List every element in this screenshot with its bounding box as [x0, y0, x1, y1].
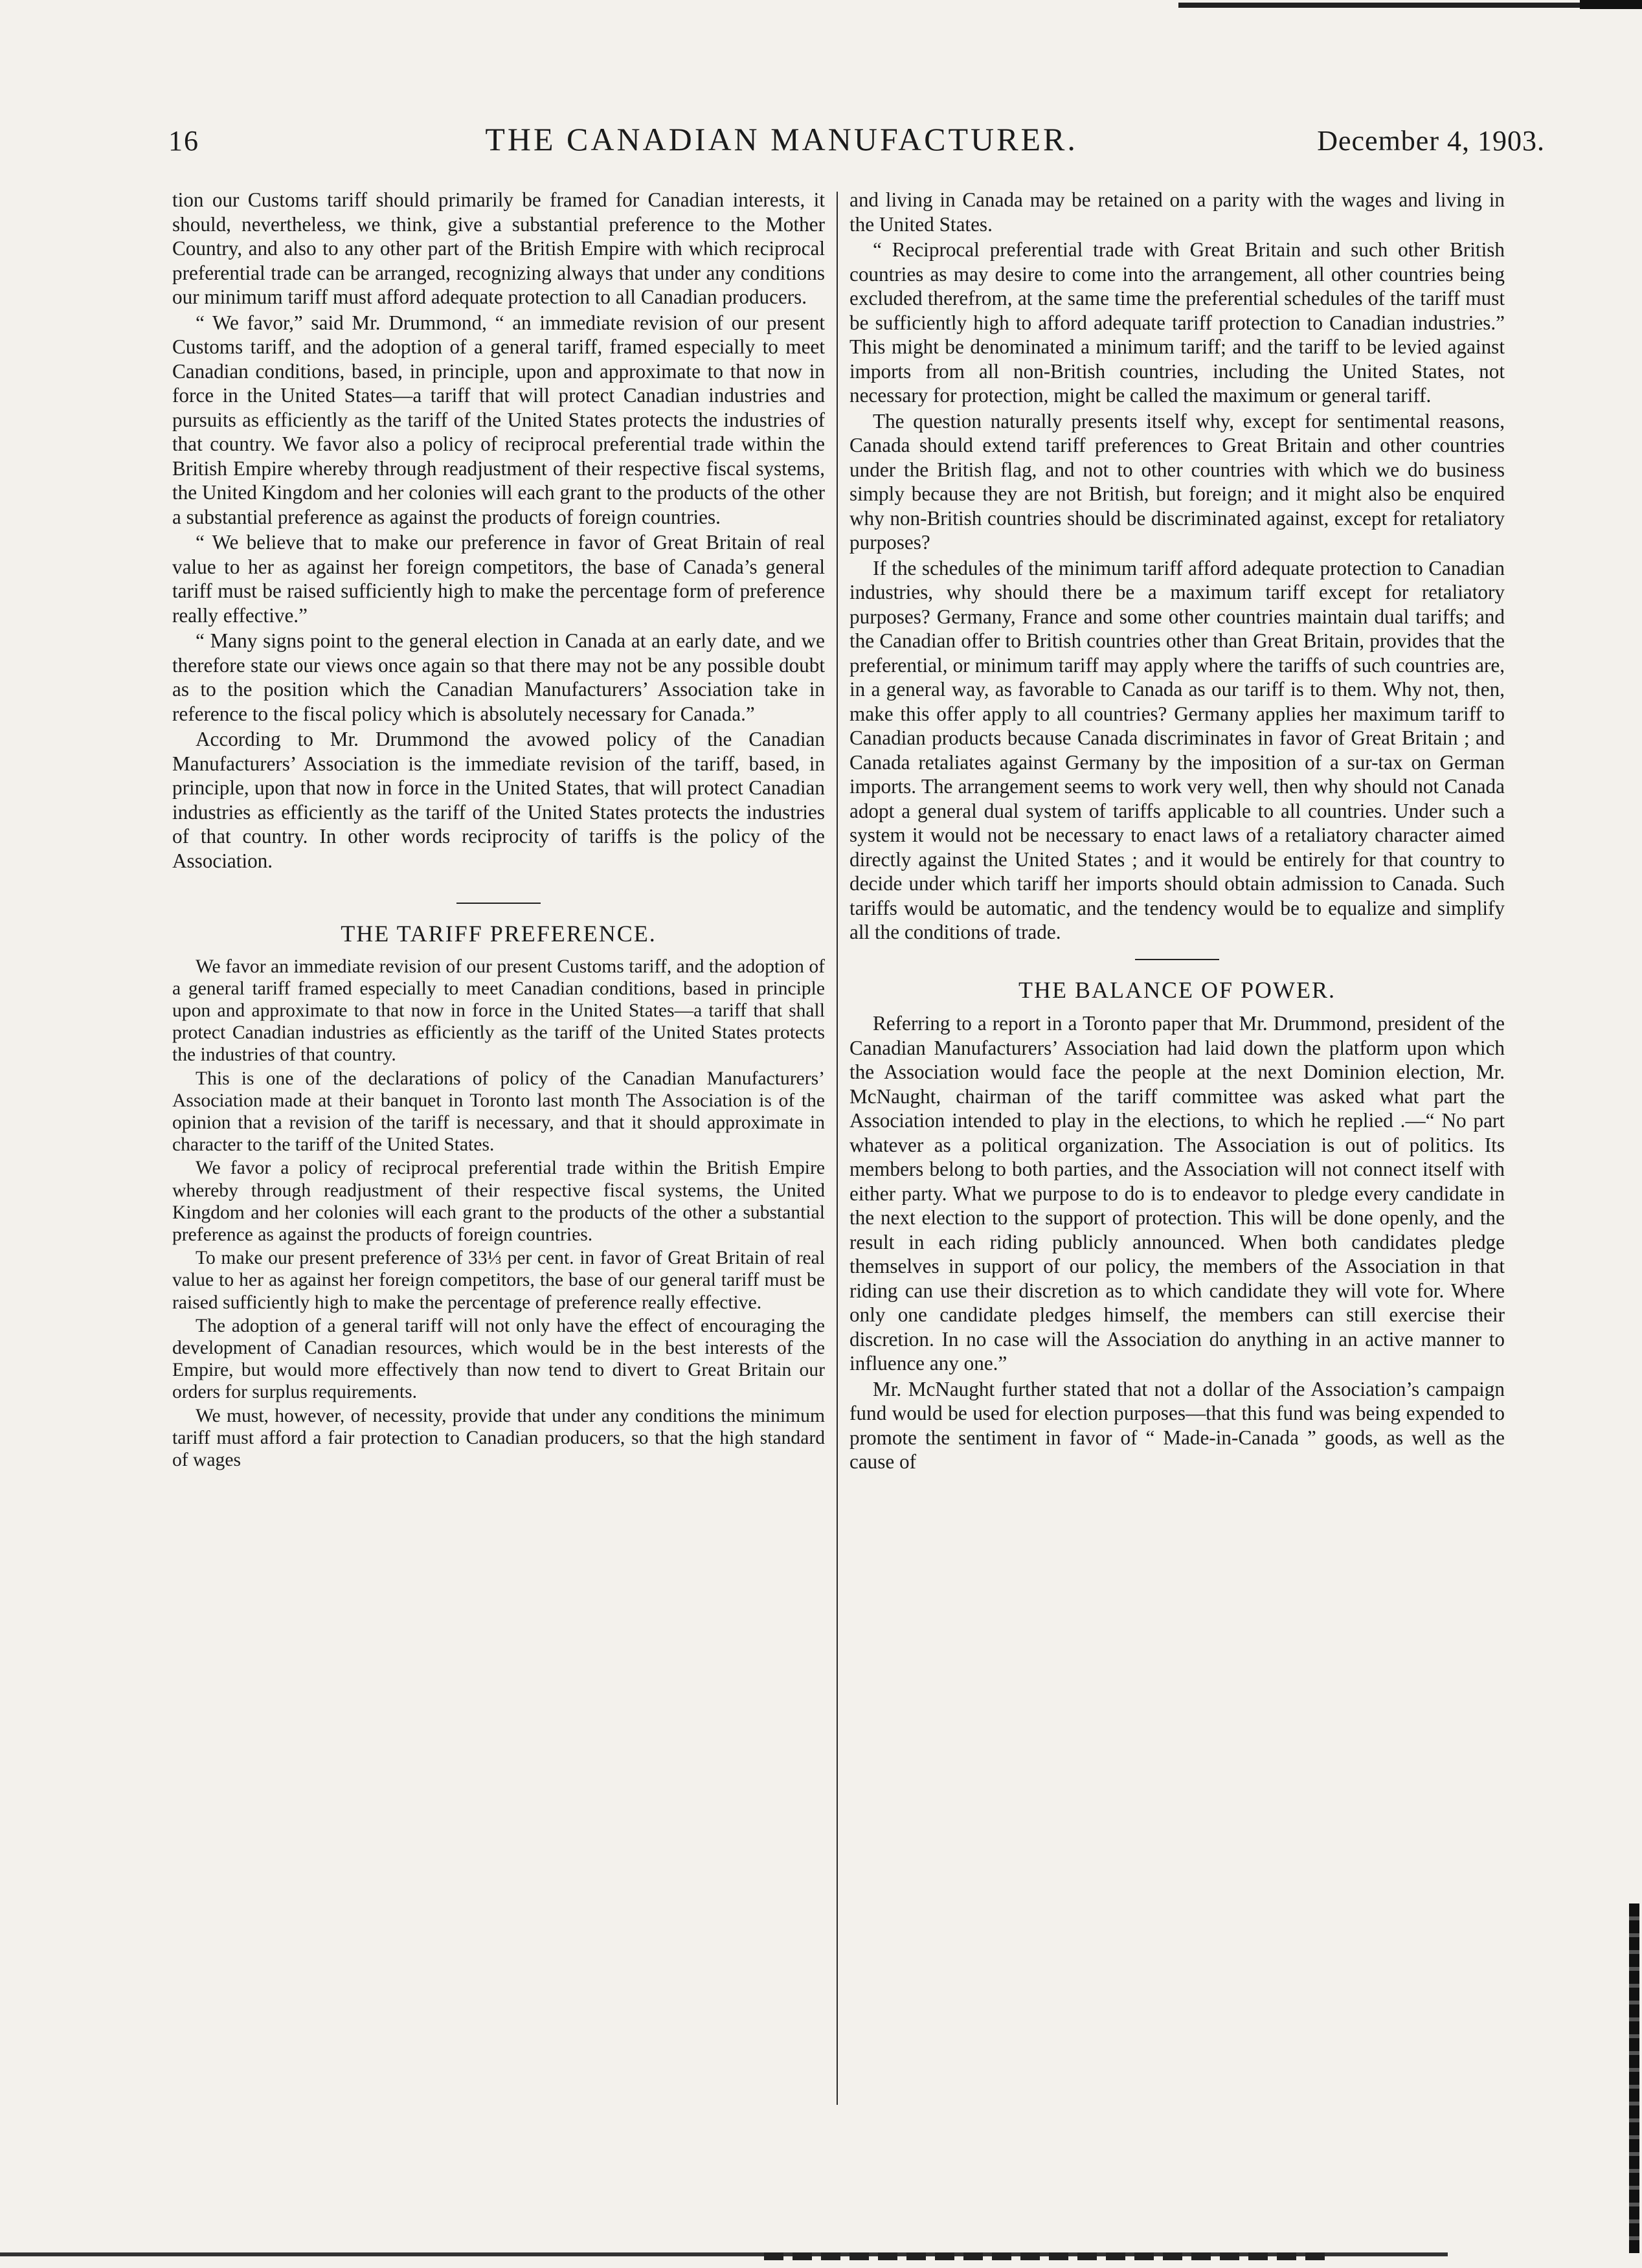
top-rule [1178, 3, 1619, 8]
issue-date: December 4, 1903. [1317, 125, 1545, 157]
paragraph: “ We believe that to make our preference in favor of Great Britain of real value to her as against her foreign competitors, the base of Canada’s general tariff must be raised sufficiently high to make the percentage form of preference really effective.” [172, 531, 825, 627]
top-rule-mark [1580, 0, 1642, 9]
paragraph: tion our Customs tariff should primarily be framed for Canadian interests, it should, nevertheless, we think, give a substantial preference to the Mother Country, and also to any other part of the British Empire with which reciprocal preferential trade can be arranged, recognizing always that under any conditions our minimum tariff must afford adequate protection to all Canadian producers. [172, 188, 825, 308]
paragraph: Mr. McNaught further stated that not a dollar of the Association’s campaign fund would be used for election purposes—that this fund was being expended to promote the sentiment in favor of “ Made-in-Canada ” goods, as well as the cause of [849, 1377, 1505, 1473]
page-number: 16 [168, 125, 199, 157]
paragraph: If the schedules of the minimum tariff afford adequate protection to Canadian industries, why should there be a maximum tariff except for retaliatory purposes? Germany, France and some other countries maintain dual tariffs; and the Canadian offer to British countries other than Great Britain, provides that the preferential, or minimum tariff may apply where the tariffs of such countries are, in a general way, as favorable to Canada as our tariff is to them. Why not, then, make this offer apply to all countries? Germany applies her maximum tariff to Canadian products because Canada discriminates in favor of Great Britain ; and Canada retaliates against Germany by the imposition of a sur-tax on German imports. The arrangement seems to work very well, then why should not Canada adopt a general dual system of tariffs applicable to all countries. Under such a system it would not be necessary to enact laws of a retaliatory character aimed directly against the United States ; and it would be entirely for that country to decide under which tariff her imports should obtain admission to Canada. Such tariffs would be automatic, and the tendency would be to equalize and simplify all the conditions of trade. [849, 556, 1505, 943]
publication-title: THE CANADIAN MANUFACTURER. [485, 121, 1078, 157]
section-body [172, 956, 825, 1472]
paragraph: “ Many signs point to the general election in Canada at an early date, and we therefore state our views once again so that there may not be any possible doubt as to the position which the Canadian Manufacturers’ Association take in reference to the fiscal policy which is absolutely necessary for Canada.” [172, 629, 825, 725]
paragraph: We favor an immediate revision of our present Customs tariff, and the adoption of a general tariff framed especially to meet Canadian conditions, based in principle upon and approximate to that now in force in the United States—a tariff that shall protect Canadian industries as efficiently as the tariff of the United States protects the industries of that country. [172, 956, 825, 1066]
section-heading: THE TARIFF PREFERENCE. [341, 921, 657, 947]
section-divider [1135, 959, 1219, 960]
paragraph: The question naturally presents itself why, except for sentimental reasons, Canada should extend tariff preferences to Great Britain and other countries under the British flag, and not to other countries with which we do business simply because they are not British, but foreign; and it might also be enquired why non-British countries should be discriminated against, except for retaliatory purposes? [849, 409, 1505, 554]
paragraph: According to Mr. Drummond the avowed policy of the Canadian Manufacturers’ Association is the immediate revision of the tariff, based, in principle, upon that now in force in the United States, that will protect Canadian industries as efficiently as the tariff of the United States protects the industries of that country. In other words reciprocity of tariffs is the policy of the Association. [172, 728, 825, 872]
page-header [168, 120, 1545, 172]
paragraph: We favor a policy of reciprocal preferential trade within the British Empire whereby through readjustment of their respective fiscal systems, the United Kingdom and her colonies will each grant to the products of the other a substantial preference as against the products of foreign countries. [172, 1158, 825, 1245]
scan-edge-mark [1629, 1903, 1639, 2253]
paragraph: To make our present preference of 33⅓ per cent. in favor of Great Britain of real value to her as against her foreign competitors, the base of our general tariff must be raised sufficiently high to make the percentage of preference really effective. [172, 1248, 825, 1313]
right-column [849, 188, 1505, 2106]
paragraph: and living in Canada may be retained on a parity with the wages and living in the United States. [849, 188, 1505, 236]
paragraph: “ We favor,” said Mr. Drummond, “ an immediate revision of our present Customs tariff, and the adoption of a general tariff, framed especially to meet Canadian conditions, based, in principle, upon and approximate to that now in force in the United States—a tariff that will protect Canadian industries and pursuits as efficiently as the tariff of the United States protects the industries of that country. We favor also a policy of reciprocal preferential trade within the British Empire whereby through readjustment of their respective fiscal systems, the United Kingdom and her colonies will each grant to the products of the other a substantial preference as against the products of foreign countries. [172, 311, 825, 528]
column-divider [837, 192, 838, 2105]
paragraph: The adoption of a general tariff will not only have the effect of encouraging the development of Canadian resources, which would be in the best interests of the Empire, but would more effectively than now tend to divert to Great Britain our orders for surplus requirements. [172, 1315, 825, 1403]
paragraph: We must, however, of necessity, provide that under any conditions the minimum tariff must afford a fair protection to Canadian producers, so that the high standard of wages [172, 1405, 825, 1470]
section-divider [456, 903, 541, 904]
paragraph: “ Reciprocal preferential trade with Great Britain and such other British countries as may desire to come into the arrangement, all other countries being excluded therefrom, at the same time the preferential schedules of the tariff must be sufficiently high to afford adequate tariff protection to Canadian industries.” This might be denominated a minimum tariff; and the tariff to be levied against imports from all non-British countries, including the United States, not necessary for protection, might be called the maximum or general tariff. [849, 238, 1505, 407]
paragraph: Referring to a report in a Toronto paper that Mr. Drummond, president of the Canadian Manufacturers’ Association had laid down the platform upon which the Association would face the people at the next Dominion election, Mr. McNaught, chairman of the tariff committee was asked what part the Association intended to play in the elections, to which he replied .—“ No part whatever as a political organization. The Association is out of politics. Its members belong to both parties, and the Association will not connect itself with either party. What we purpose to do is to endeavor to pledge every candidate in the next election to the support of protection. This will be done openly, and the result in each riding publicly announced. When both candidates pledge themselves in support of our policy, the members of the Association in that riding can use their discretion as to which candidate they will vote for. Where only one candidate pledges himself, the members can still exercise their discretion. In no case will the Association do anything in an active manner to influence any one.” [849, 1012, 1505, 1375]
left-column [172, 188, 825, 2106]
section-heading: THE BALANCE OF POWER. [1018, 976, 1336, 1003]
paragraph: This is one of the declarations of policy of the Canadian Manufacturers’ Association made at their banquet in Toronto last month The Association is of the opinion that a revision of the tariff is necessary, and that it should approximate in character to the tariff of the United States. [172, 1068, 825, 1156]
bottom-rule-mark [764, 2252, 1331, 2260]
